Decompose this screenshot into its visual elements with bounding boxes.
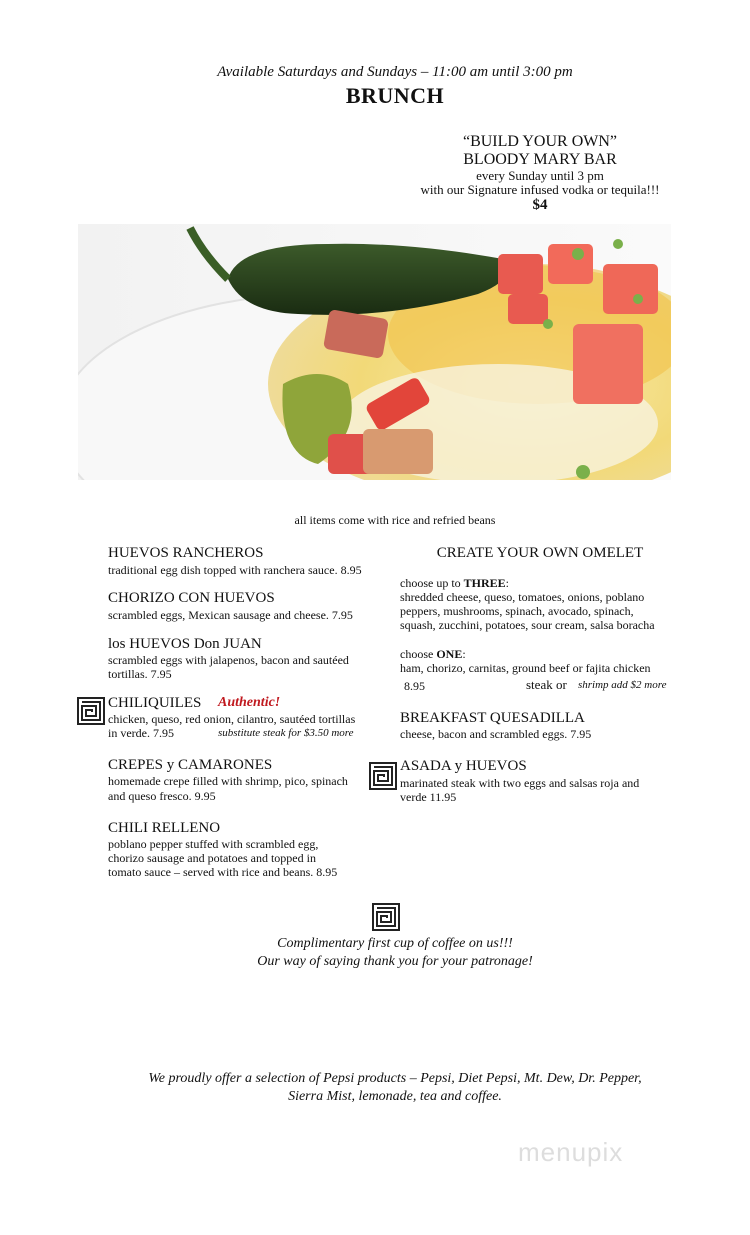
authentic-badge: Authentic! xyxy=(218,695,281,710)
item-desc: chicken, queso, red onion, cilantro, sautéed tortillas xyxy=(108,712,356,726)
item-desc: and queso fresco. 9.95 xyxy=(108,789,216,803)
item-title-crepes: CREPES y CAMARONES xyxy=(108,757,273,773)
substitute-note: substitute steak for $3.50 more xyxy=(218,727,354,739)
drinks-line2: Sierra Mist, lemonade, tea and coffee. xyxy=(288,1089,502,1104)
item-desc: verde 11.95 xyxy=(400,790,457,804)
item-title-don-juan: los HUEVOS Don JUAN xyxy=(108,636,262,652)
steak-option: steak or xyxy=(526,677,567,692)
coffee-note: Complimentary first cup of coffee on us!!! xyxy=(277,936,513,951)
omelet-meats: ham, chorizo, carnitas, ground beef or fajita chicken xyxy=(400,661,651,675)
item-title-chili-relleno: CHILI RELLENO xyxy=(108,820,221,836)
bloody-mary-line3: every Sunday until 3 pm xyxy=(476,168,604,183)
item-title-asada: ASADA y HUEVOS xyxy=(400,758,527,774)
item-desc: poblano pepper stuffed with scrambled egg, xyxy=(108,837,319,851)
choose-three-label: choose up to THREE: xyxy=(400,576,510,590)
watermark-logo: menupix xyxy=(518,1137,624,1167)
omelet-options: squash, zucchini, potatoes, sour cream, salsa boracha xyxy=(400,618,655,632)
omelet-title: CREATE YOUR OWN OMELET xyxy=(436,545,644,561)
omelet-options: shredded cheese, queso, tomatoes, onions, poblano xyxy=(400,590,645,604)
item-title-quesadilla: BREAKFAST QUESADILLA xyxy=(400,710,585,726)
page-title: BRUNCH xyxy=(345,83,445,108)
aztec-spiral-icon xyxy=(77,697,105,725)
item-desc: tortillas. 7.95 xyxy=(108,667,172,681)
item-desc: cheese, bacon and scrambled eggs. 7.95 xyxy=(400,727,592,741)
availability-text: Available Saturdays and Sundays – 11:00 am until 3:00 pm xyxy=(217,64,573,80)
aztec-spiral-icon xyxy=(369,762,397,790)
bloody-mary-price: $4 xyxy=(532,197,548,213)
item-desc: homemade crepe filled with shrimp, pico, spinach xyxy=(108,774,348,788)
item-desc: traditional egg dish topped with ranchera sauce. 8.95 xyxy=(108,563,362,577)
item-title-huevos-rancheros: HUEVOS RANCHEROS xyxy=(108,545,264,561)
shrimp-option: shrimp add $2 more xyxy=(578,679,667,691)
drinks-line1: We proudly offer a selection of Pepsi products – Pepsi, Diet Pepsi, Mt. Dew, Dr. Pepper, xyxy=(148,1071,642,1086)
omelet-price: 8.95 xyxy=(404,679,425,693)
item-desc: tomato sauce – served with rice and beans. 8.95 xyxy=(108,865,338,879)
omelet-photo xyxy=(78,224,671,480)
thank-you-note: Our way of saying thank you for your patronage! xyxy=(257,954,533,969)
omelet-options: peppers, mushrooms, spinach, avocado, spinach, xyxy=(400,604,634,618)
item-title-chorizo: CHORIZO CON HUEVOS xyxy=(108,590,275,606)
item-title-chiliquiles: CHILIQUILES xyxy=(108,695,202,711)
item-desc: in verde. 7.95 xyxy=(108,726,174,740)
aztec-spiral-icon xyxy=(372,903,400,931)
bloody-mary-line1: “BUILD YOUR OWN” xyxy=(462,133,618,150)
choose-one-label: choose ONE: xyxy=(400,647,466,661)
item-desc: marinated steak with two eggs and salsas roja and xyxy=(400,776,640,790)
bloody-mary-line2: BLOODY MARY BAR xyxy=(463,151,617,168)
item-desc: chorizo sausage and potatoes and topped in xyxy=(108,851,316,865)
item-desc: scrambled eggs with jalapenos, bacon and sautéed xyxy=(108,653,349,667)
rice-beans-note: all items come with rice and refried beans xyxy=(294,513,496,527)
bloody-mary-line4: with our Signature infused vodka or tequila!!! xyxy=(420,182,660,197)
item-desc: scrambled eggs, Mexican sausage and cheese. 7.95 xyxy=(108,608,353,622)
